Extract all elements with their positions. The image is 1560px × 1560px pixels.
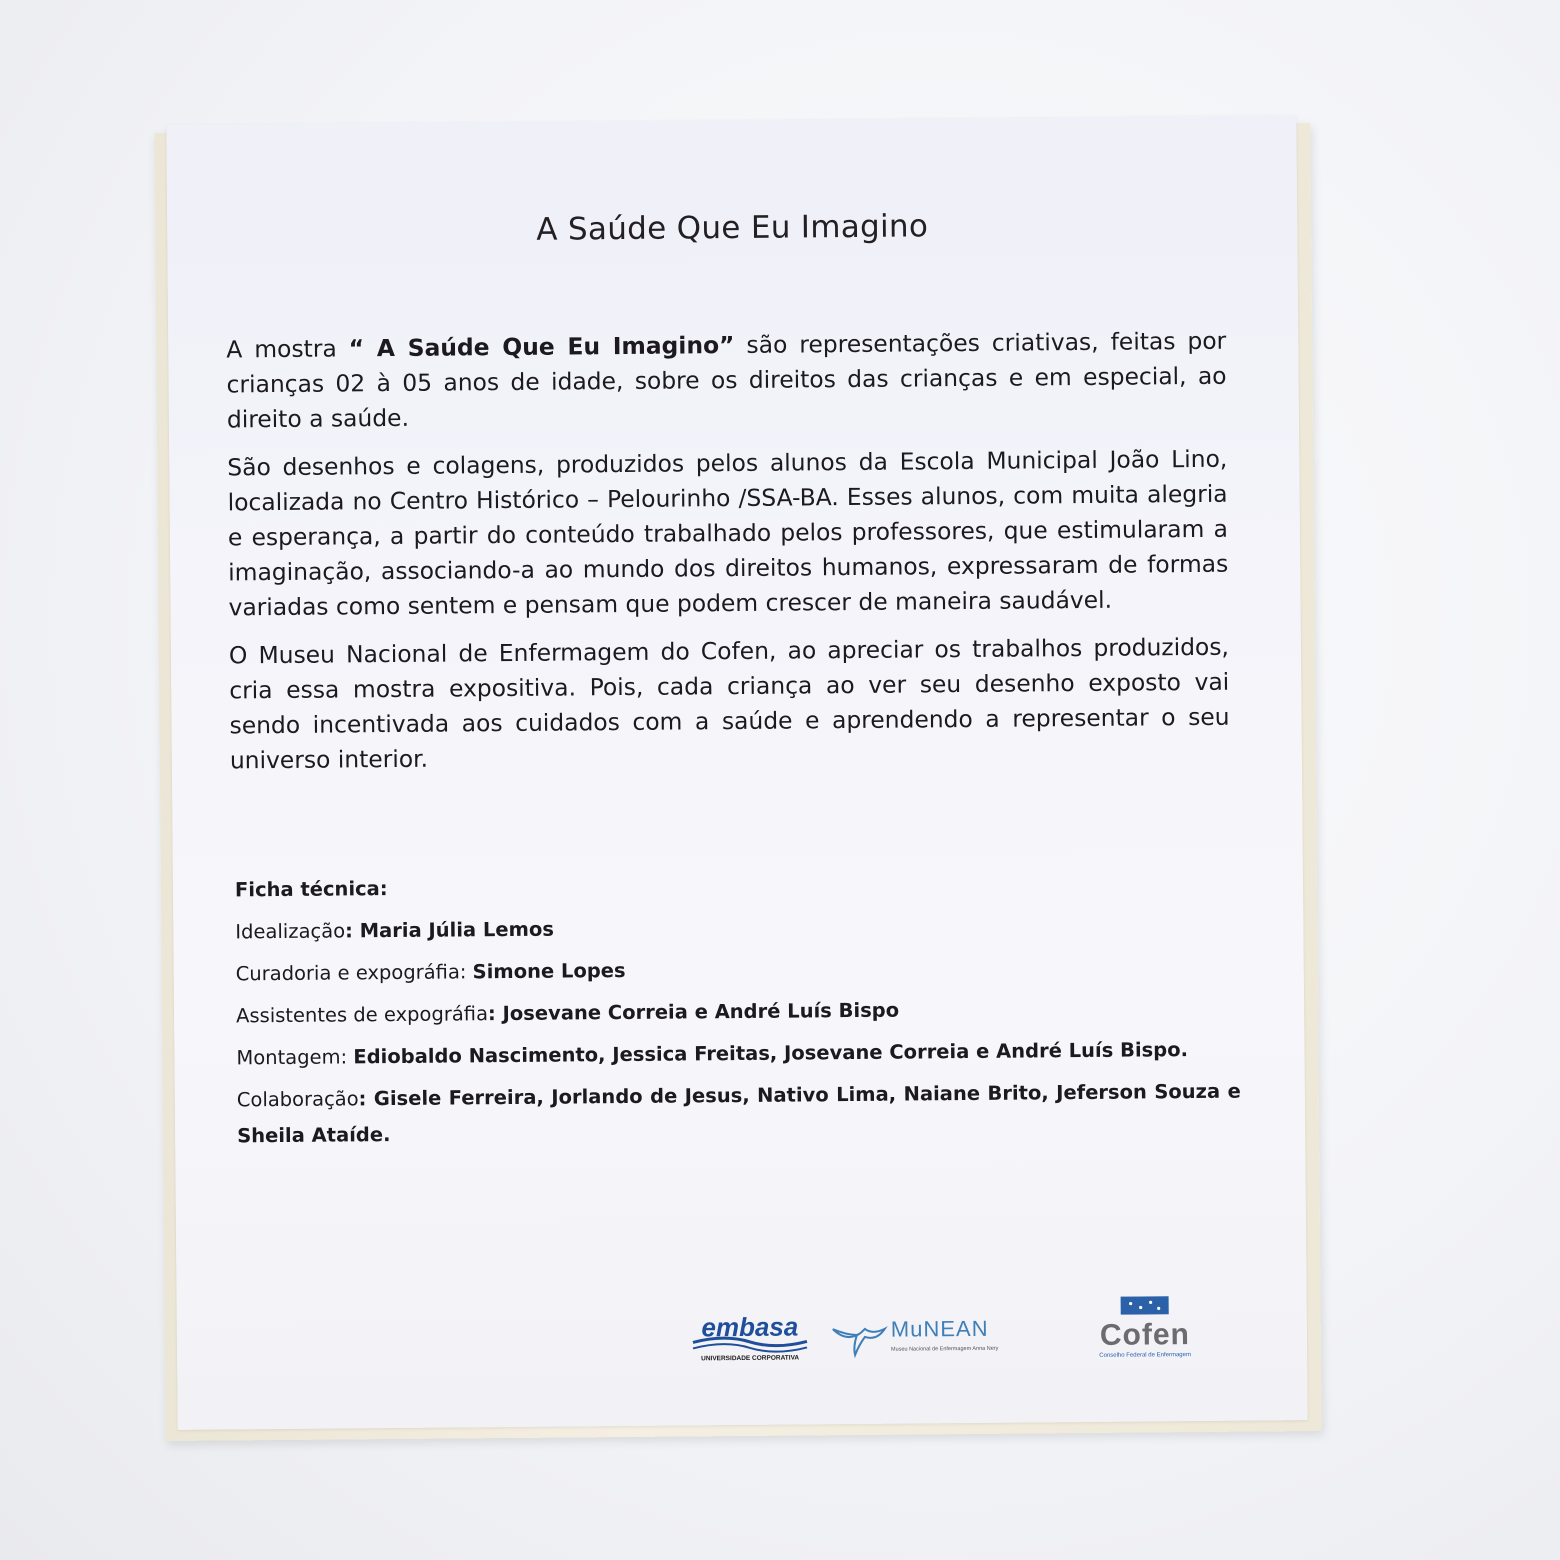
sponsor-logos [685, 1294, 1246, 1379]
cofen-flag-icon [1121, 1296, 1169, 1314]
intro-paragraph-2: São desenhos e colagens, produzidos pelos alunos da Escola Municipal João Lino, localizada no Centro Histórico – Pelourinho /SSA-BA. Esses alunos, com muita alegria e esperança, a partir do conteúdo trabalhado pelos professores, que estimularam a imaginação, associando-a ao mundo dos direitos humanos, expressaram de formas variadas como sentem e pensam que podem crescer de maneira saudável. [227, 444, 1229, 622]
credit-sep: : [459, 960, 473, 984]
munean-logo [829, 1305, 1040, 1367]
intro-p1-bold-title: “ A Saúde Que Eu Imagino” [348, 331, 735, 363]
credit-row-idealizacao [235, 906, 1239, 951]
cofen-star-icon [1149, 1301, 1152, 1304]
credit-label: Idealização [235, 919, 346, 944]
credit-label: Montagem [236, 1045, 341, 1070]
credit-value: Josevane Correia e André Luís Bispo [502, 998, 900, 1026]
credit-sep: : [487, 1002, 503, 1026]
credit-value: Ediobaldo Nascimento, Jessica Freitas, Josevane Correia e André Luís Bispo. [353, 1038, 1189, 1069]
credit-row-curadoria [236, 948, 1240, 993]
credit-value: Maria Júlia Lemos [359, 917, 555, 943]
exhibition-sheet [166, 115, 1307, 1430]
credit-row-assistentes [236, 990, 1240, 1035]
credit-value: Gisele Ferreira, Jorlando de Jesus, Nativo Lima, Naiane Brito, Jeferson Souza e Sheila Ataíde. [237, 1079, 1241, 1148]
cofen-star-icon [1139, 1306, 1142, 1309]
credit-value: Simone Lopes [472, 958, 626, 984]
credit-sep: : [358, 1087, 374, 1111]
credits-heading: Ficha técnica: [234, 877, 388, 902]
embasa-logo-name: embasa [701, 1311, 799, 1343]
cofen-logo-subtitle: Conselho Federal de Enfermagem [1099, 1352, 1191, 1359]
cofen-logo-name: Cofen [1099, 1318, 1191, 1352]
embasa-logo [685, 1297, 816, 1368]
embasa-logo-subtitle: UNIVERSIDADE CORPORATIVA [701, 1354, 800, 1363]
cofen-logo [1065, 1294, 1236, 1367]
credit-sep: : [344, 919, 360, 943]
intro-text [226, 324, 1230, 792]
cofen-star-icon [1157, 1307, 1160, 1310]
intro-paragraph-1 [226, 324, 1227, 438]
intro-paragraph-3: O Museu Nacional de Enfermagem do Cofen, ao apreciar os trabalhos produzidos, cria essa mostra expositiva. Pois, cada criança ao ver seu desenho exposto vai sendo incentivada aos cuidados com a saúde e aprendendo a representar o seu universo interior. [228, 632, 1230, 775]
credit-row-colaboracao [237, 1074, 1242, 1155]
credit-label: Assistentes de expográfia [236, 1002, 489, 1028]
intro-p1-prefix: A mostra [226, 334, 349, 364]
credit-row-montagem [236, 1032, 1240, 1077]
munean-logo-name: MuNEAN [890, 1315, 989, 1342]
credit-sep: : [340, 1045, 354, 1069]
credits-section [235, 864, 1241, 1161]
cofen-star-icon [1129, 1302, 1132, 1305]
credit-label: Curadoria e expográfia [235, 960, 460, 986]
credit-label: Colaboração [236, 1087, 359, 1112]
munean-lamp-icon [833, 1329, 885, 1355]
page-title: A Saúde Que Eu Imagino [536, 208, 929, 248]
intro-p1-rest: são representações criativas, feitas por crianças 02 à 05 anos de idade, sobre os direitos das crianças e em especial, ao direito a saúde. [226, 326, 1227, 434]
munean-logo-subtitle: Museu Nacional de Enfermagem Anna Nery [891, 1345, 999, 1353]
